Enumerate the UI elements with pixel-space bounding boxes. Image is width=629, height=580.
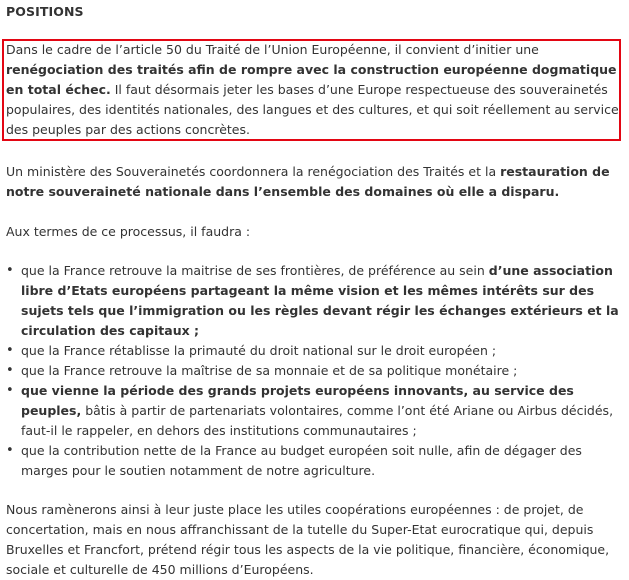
highlighted-paragraph — [6, 40, 620, 140]
bullet-list — [6, 261, 620, 481]
item-text: que la France retrouve la maîtrise de sa monnaie et de sa politique monétaire ; — [21, 363, 518, 378]
ministry-paragraph — [6, 162, 620, 202]
item-text: que la France retrouve la maitrise de ses frontières, de préférence au sein — [21, 263, 489, 278]
list-item — [6, 361, 620, 381]
item-text: bâtis à partir de partenariats volontaires, comme l’ont été Ariane ou Airbus décidés, faut-il le rappeler, en dehors des institutions communautaires ; — [21, 403, 614, 438]
paragraph-bold-text: renégociation des traités afin de rompre avec la construction européenne dogmatique en total échec. — [6, 62, 617, 97]
list-item — [6, 341, 620, 361]
list-item — [6, 441, 620, 481]
section-title: POSITIONS — [6, 4, 84, 19]
closing-paragraph: Nous ramènerons ainsi à leur juste place les utiles coopérations européennes : de projet, de concertation, mais en nous affranchissant de la tutelle du Super-Etat eurocratique qui, depuis Bruxelles et Francfort, prétend régir tous les aspects de la vie politique, financière, économique, sociale et culturelle de 450 millions d’Européens. — [6, 502, 610, 577]
paragraph-text: Un ministère des Souverainetés coordonnera la renégociation des Traités et la — [6, 164, 501, 179]
item-text: que la contribution nette de la France au budget européen soit nulle, afin de dégager des marges pour le soutien notamment de notre agriculture. — [21, 443, 582, 478]
item-bold-text: d’une association libre d’Etats européens partageant la même vision et les mêmes intérêts sur des sujets tels que l’immigration ou les règles devant régir les échanges extérieurs et la circulation des capitaux ; — [21, 263, 619, 338]
item-text: que la France rétablisse la primauté du droit national sur le droit européen ; — [21, 343, 497, 358]
item-bold-text: que vienne la période des grands projets européens innovants, au service des peuples, — [21, 383, 574, 418]
list-item — [6, 261, 620, 341]
paragraph-bold-text: restauration de notre souveraineté nationale dans l’ensemble des domaines où elle a disparu. — [6, 164, 610, 199]
paragraph-text: Il faut désormais jeter les bases d’une Europe respectueuse des souverainetés populaires, des identités nationales, des langues et des cultures, et qui soit réellement au service des peuples par des actions concrètes. — [6, 82, 619, 137]
intro-paragraph: Aux termes de ce processus, il faudra : — [6, 224, 251, 239]
paragraph-text: Dans le cadre de l’article 50 du Traité de l’Union Européenne, il convient d’initier une — [6, 42, 539, 57]
list-item — [6, 381, 620, 441]
